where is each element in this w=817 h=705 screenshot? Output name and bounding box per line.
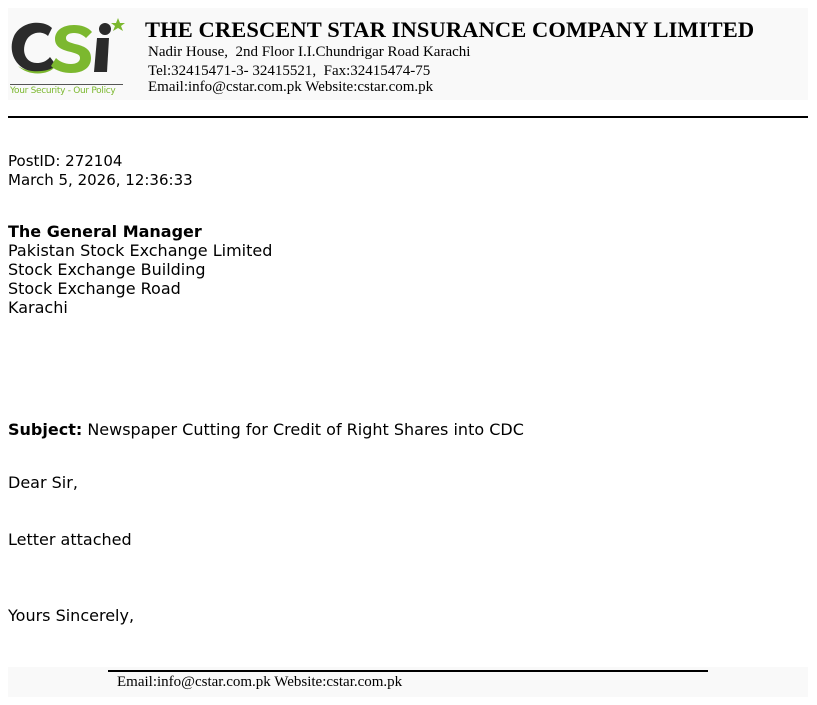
closing: Yours Sincerely, bbox=[8, 606, 135, 625]
post-id: PostID: 272104 bbox=[8, 152, 123, 170]
addressee-line: Stock Exchange Building bbox=[8, 260, 206, 279]
salutation: Dear Sir, bbox=[8, 473, 78, 492]
addressee-title: The General Manager bbox=[8, 222, 202, 241]
subject-label: Subject: bbox=[8, 420, 83, 439]
logo-divider bbox=[10, 84, 123, 85]
addressee-line: Pakistan Stock Exchange Limited bbox=[8, 241, 273, 260]
letterhead bbox=[8, 8, 808, 100]
footer-contact: Email:info@cstar.com.pk Website:cstar.com.pk bbox=[117, 674, 403, 690]
company-address: Nadir House, 2nd Floor I.I.Chundrigar Road Karachi bbox=[148, 44, 471, 60]
addressee-line: Karachi bbox=[8, 298, 68, 317]
letter-footer bbox=[8, 667, 808, 697]
company-logo bbox=[8, 16, 128, 100]
company-phone-fax: Tel:32415471-3- 32415521, Fax:32415474-75 bbox=[148, 63, 431, 79]
csi-logo-mark bbox=[8, 16, 128, 82]
addressee-line: Stock Exchange Road bbox=[8, 279, 181, 298]
letter-meta bbox=[8, 152, 193, 190]
letter-body: Letter attached bbox=[8, 530, 132, 549]
subject-line bbox=[8, 420, 524, 439]
footer-divider bbox=[108, 670, 708, 672]
addressee-block bbox=[8, 222, 272, 317]
logo-tagline: Your Security - Our Policy bbox=[10, 86, 116, 96]
header-divider bbox=[8, 116, 808, 118]
post-datetime: March 5, 2026, 12:36:33 bbox=[8, 171, 193, 189]
company-name: THE CRESCENT STAR INSURANCE COMPANY LIMITED bbox=[145, 17, 755, 42]
subject-text: Newspaper Cutting for Credit of Right Shares into CDC bbox=[82, 420, 524, 439]
company-email-web: Email:info@cstar.com.pk Website:cstar.com.pk bbox=[148, 79, 434, 95]
